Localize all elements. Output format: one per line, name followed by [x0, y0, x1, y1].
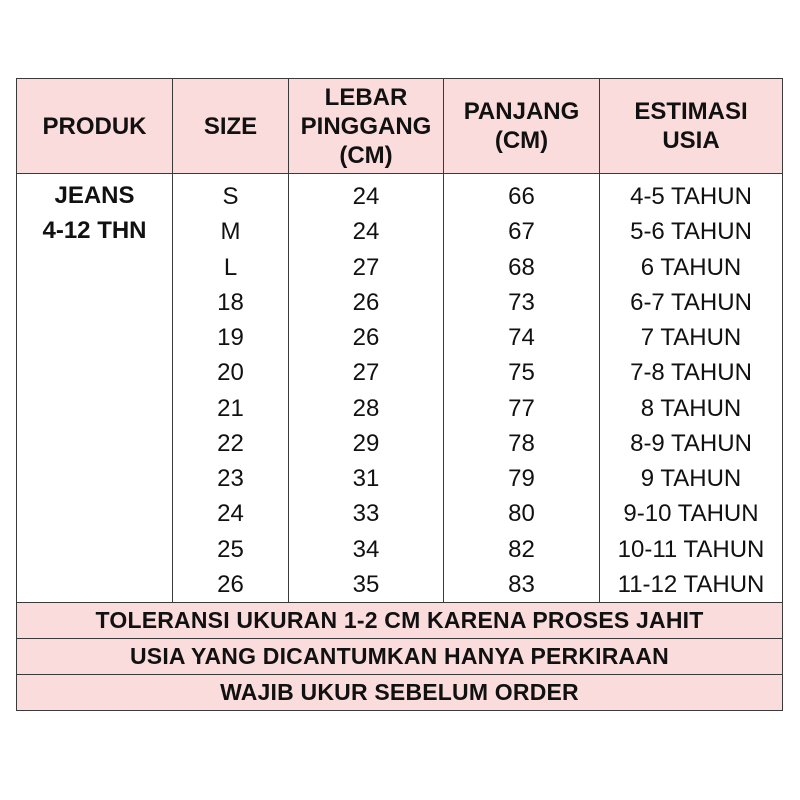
size-chart-table: [16, 78, 783, 711]
list-item: 35: [352, 570, 380, 598]
list-item: 73: [508, 288, 535, 316]
note-usia: USIA YANG DICANTUMKAN HANYA PERKIRAAN: [17, 639, 783, 675]
header-panjang: [444, 79, 600, 174]
list-item: 26: [352, 324, 380, 351]
list-item: 67: [508, 218, 535, 246]
list-item: 7 TAHUN: [640, 324, 742, 351]
note-row: [17, 603, 783, 639]
list-item: 74: [508, 324, 535, 351]
list-item: 33: [352, 500, 380, 528]
note-row: [17, 639, 783, 675]
header-produk: [17, 79, 173, 174]
list-item: 9 TAHUN: [640, 465, 742, 492]
list-item: S: [222, 183, 239, 210]
text-line: LEBAR: [324, 83, 408, 111]
list-item: 20: [217, 359, 244, 387]
list-item: 7-8 TAHUN: [630, 359, 752, 387]
list-item: 31: [352, 465, 380, 492]
list-item: 77: [508, 394, 535, 422]
text-line: 4-12 THN: [42, 217, 147, 244]
header-size: [173, 79, 289, 174]
list-item: M: [220, 218, 241, 246]
list-item: 23: [217, 465, 244, 492]
list-item: 6 TAHUN: [640, 253, 742, 281]
list-item: 79: [508, 465, 535, 492]
list-item: 27: [352, 253, 380, 281]
estimasi-usia-column: [600, 174, 783, 603]
panjang-list: [444, 174, 599, 602]
list-item: 10-11 TAHUN: [617, 535, 765, 563]
text-line: JEANS: [54, 182, 135, 209]
list-item: 68: [508, 253, 535, 281]
list-item: 24: [352, 183, 380, 210]
lebar-pinggang-column: [289, 174, 444, 603]
list-item: L: [223, 253, 238, 281]
note-wajib-ukur: WAJIB UKUR SEBELUM ORDER: [17, 675, 783, 711]
note-row: [17, 675, 783, 711]
text-line: PANJANG: [463, 98, 580, 125]
list-item: 78: [508, 429, 535, 457]
list-item: 8-9 TAHUN: [630, 429, 752, 457]
product-name: [17, 174, 172, 248]
list-item: 21: [217, 394, 244, 422]
estimasi-usia-list: [600, 174, 782, 602]
list-item: 66: [508, 183, 535, 210]
text-line: ESTIMASI: [634, 98, 748, 125]
text-line: PRODUK: [42, 112, 147, 140]
list-item: 5-6 TAHUN: [630, 218, 752, 246]
header-estimasi-usia: [600, 79, 783, 174]
note-toleransi: TOLERANSI UKURAN 1-2 CM KARENA PROSES JAHIT: [17, 603, 783, 639]
list-item: 82: [508, 535, 535, 563]
text-line: SIZE: [203, 112, 258, 140]
list-item: 26: [217, 570, 244, 598]
list-item: 18: [217, 288, 244, 316]
panjang-column: [444, 174, 600, 603]
list-item: 83: [508, 570, 535, 598]
text-line: (CM): [339, 141, 393, 169]
list-item: 34: [352, 535, 380, 563]
text-line: USIA: [662, 127, 720, 154]
list-item: 28: [352, 394, 380, 422]
size-column: [173, 174, 289, 603]
list-item: 25: [217, 535, 244, 563]
text-line: PINGGANG: [300, 112, 432, 140]
size-list: [173, 174, 288, 602]
header-lebar-pinggang: [289, 79, 444, 174]
list-item: 19: [217, 324, 244, 351]
data-row: [17, 174, 783, 603]
list-item: 6-7 TAHUN: [630, 288, 752, 316]
list-item: 9-10 TAHUN: [623, 500, 759, 528]
list-item: 4-5 TAHUN: [630, 183, 752, 210]
list-item: 24: [352, 218, 380, 246]
list-item: 75: [508, 359, 535, 387]
header-row: [17, 79, 783, 174]
list-item: 22: [217, 429, 244, 457]
product-cell: [17, 174, 173, 603]
text-line: (CM): [494, 127, 549, 154]
list-item: 8 TAHUN: [640, 394, 742, 422]
list-item: 29: [352, 429, 380, 457]
lebar-pinggang-list: [289, 174, 443, 602]
list-item: 11-12 TAHUN: [617, 570, 765, 598]
list-item: 24: [217, 500, 244, 528]
list-item: 27: [352, 359, 380, 387]
list-item: 26: [352, 288, 380, 316]
list-item: 80: [508, 500, 535, 528]
